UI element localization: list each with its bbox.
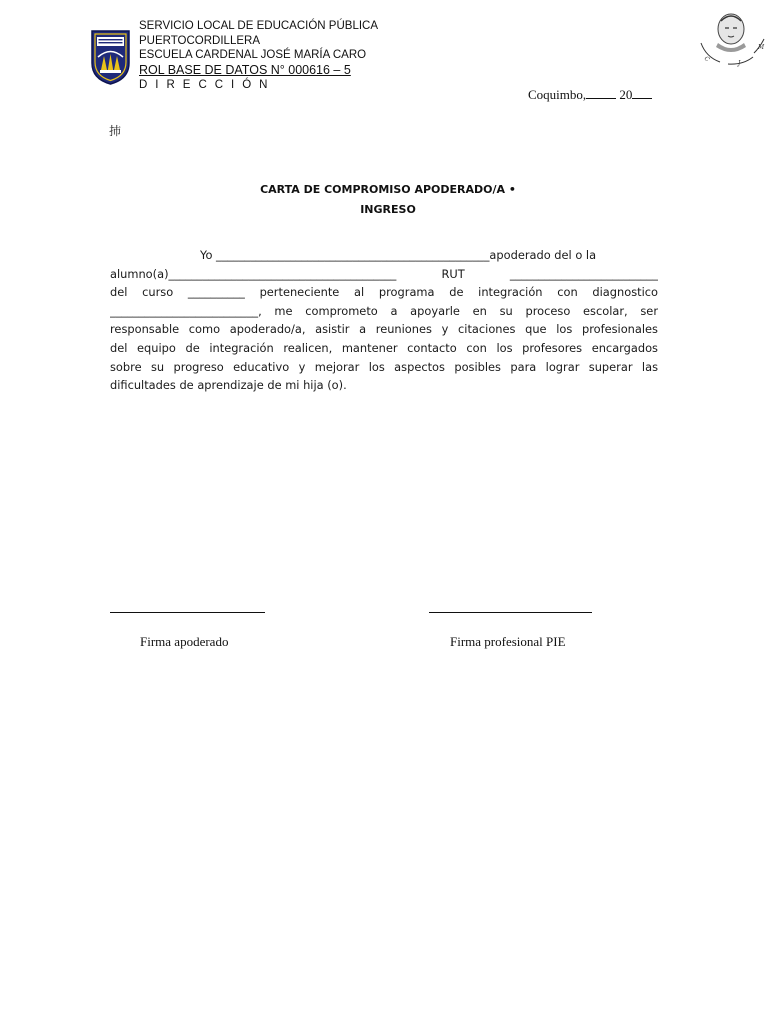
school-header	[139, 19, 378, 92]
date-line	[528, 86, 652, 103]
direccion-label: D I R E C C I Ó N	[139, 78, 270, 91]
school-crest-icon	[90, 29, 131, 86]
header-line-2: PUERTOCORDILLERA	[139, 34, 260, 47]
cardinal-portrait-icon	[698, 7, 768, 69]
signature-label-profesional: Firma profesional PIE	[450, 634, 566, 649]
signature-line-profesional	[429, 612, 592, 613]
signature-line-apoderado	[110, 612, 265, 613]
paragraph-line: Yo ________________________________________________apoderado del o la	[200, 248, 597, 262]
svg-text:C: C	[702, 55, 711, 64]
date-year-prefix: 20	[619, 87, 633, 102]
stray-glyph: 㧊	[109, 124, 122, 138]
rol-base-datos: ROL BASE DE DATOS N° 000616 – 5	[139, 62, 351, 77]
header-line-3: ESCUELA CARDENAL JOSÉ MARÍA CARO	[139, 49, 367, 61]
svg-text:J: J	[738, 60, 741, 67]
header-line-1: SERVICIO LOCAL DE EDUCACIÓN PÚBLICA	[139, 20, 379, 32]
title-line-1: CARTA DE COMPROMISO APODERADO/A •	[260, 183, 516, 196]
paragraph-line: responsable como apoderado/a, asistir a reuniones y citaciones que los profesionales	[110, 322, 658, 337]
svg-text:M: M	[758, 44, 765, 51]
date-city: Coquimbo,	[528, 87, 587, 102]
title-line-2: INGRESO	[360, 203, 416, 216]
commitment-paragraph	[110, 246, 658, 395]
paragraph-line: dificultades de aprendizaje de mi hija (o).	[110, 378, 347, 393]
paragraph-line: del curso __________ perteneciente al programa de integración con diagnostico	[110, 285, 658, 300]
paragraph-line: __________________________, me comprometo a apoyarle en su proceso escolar, ser	[110, 303, 658, 318]
paragraph-line: del equipo de integración realicen, mantener contacto con los profesores encargados	[110, 340, 658, 355]
paragraph-line: alumno(a)________________________________________ RUT __________________________	[110, 266, 658, 281]
date-year-blank	[632, 86, 652, 99]
date-day-blank	[586, 86, 616, 99]
paragraph-line: sobre su progreso educativo y mejorar los aspectos posibles para lograr superar las	[110, 359, 658, 374]
signature-label-apoderado: Firma apoderado	[140, 634, 229, 649]
document-title	[180, 180, 596, 220]
